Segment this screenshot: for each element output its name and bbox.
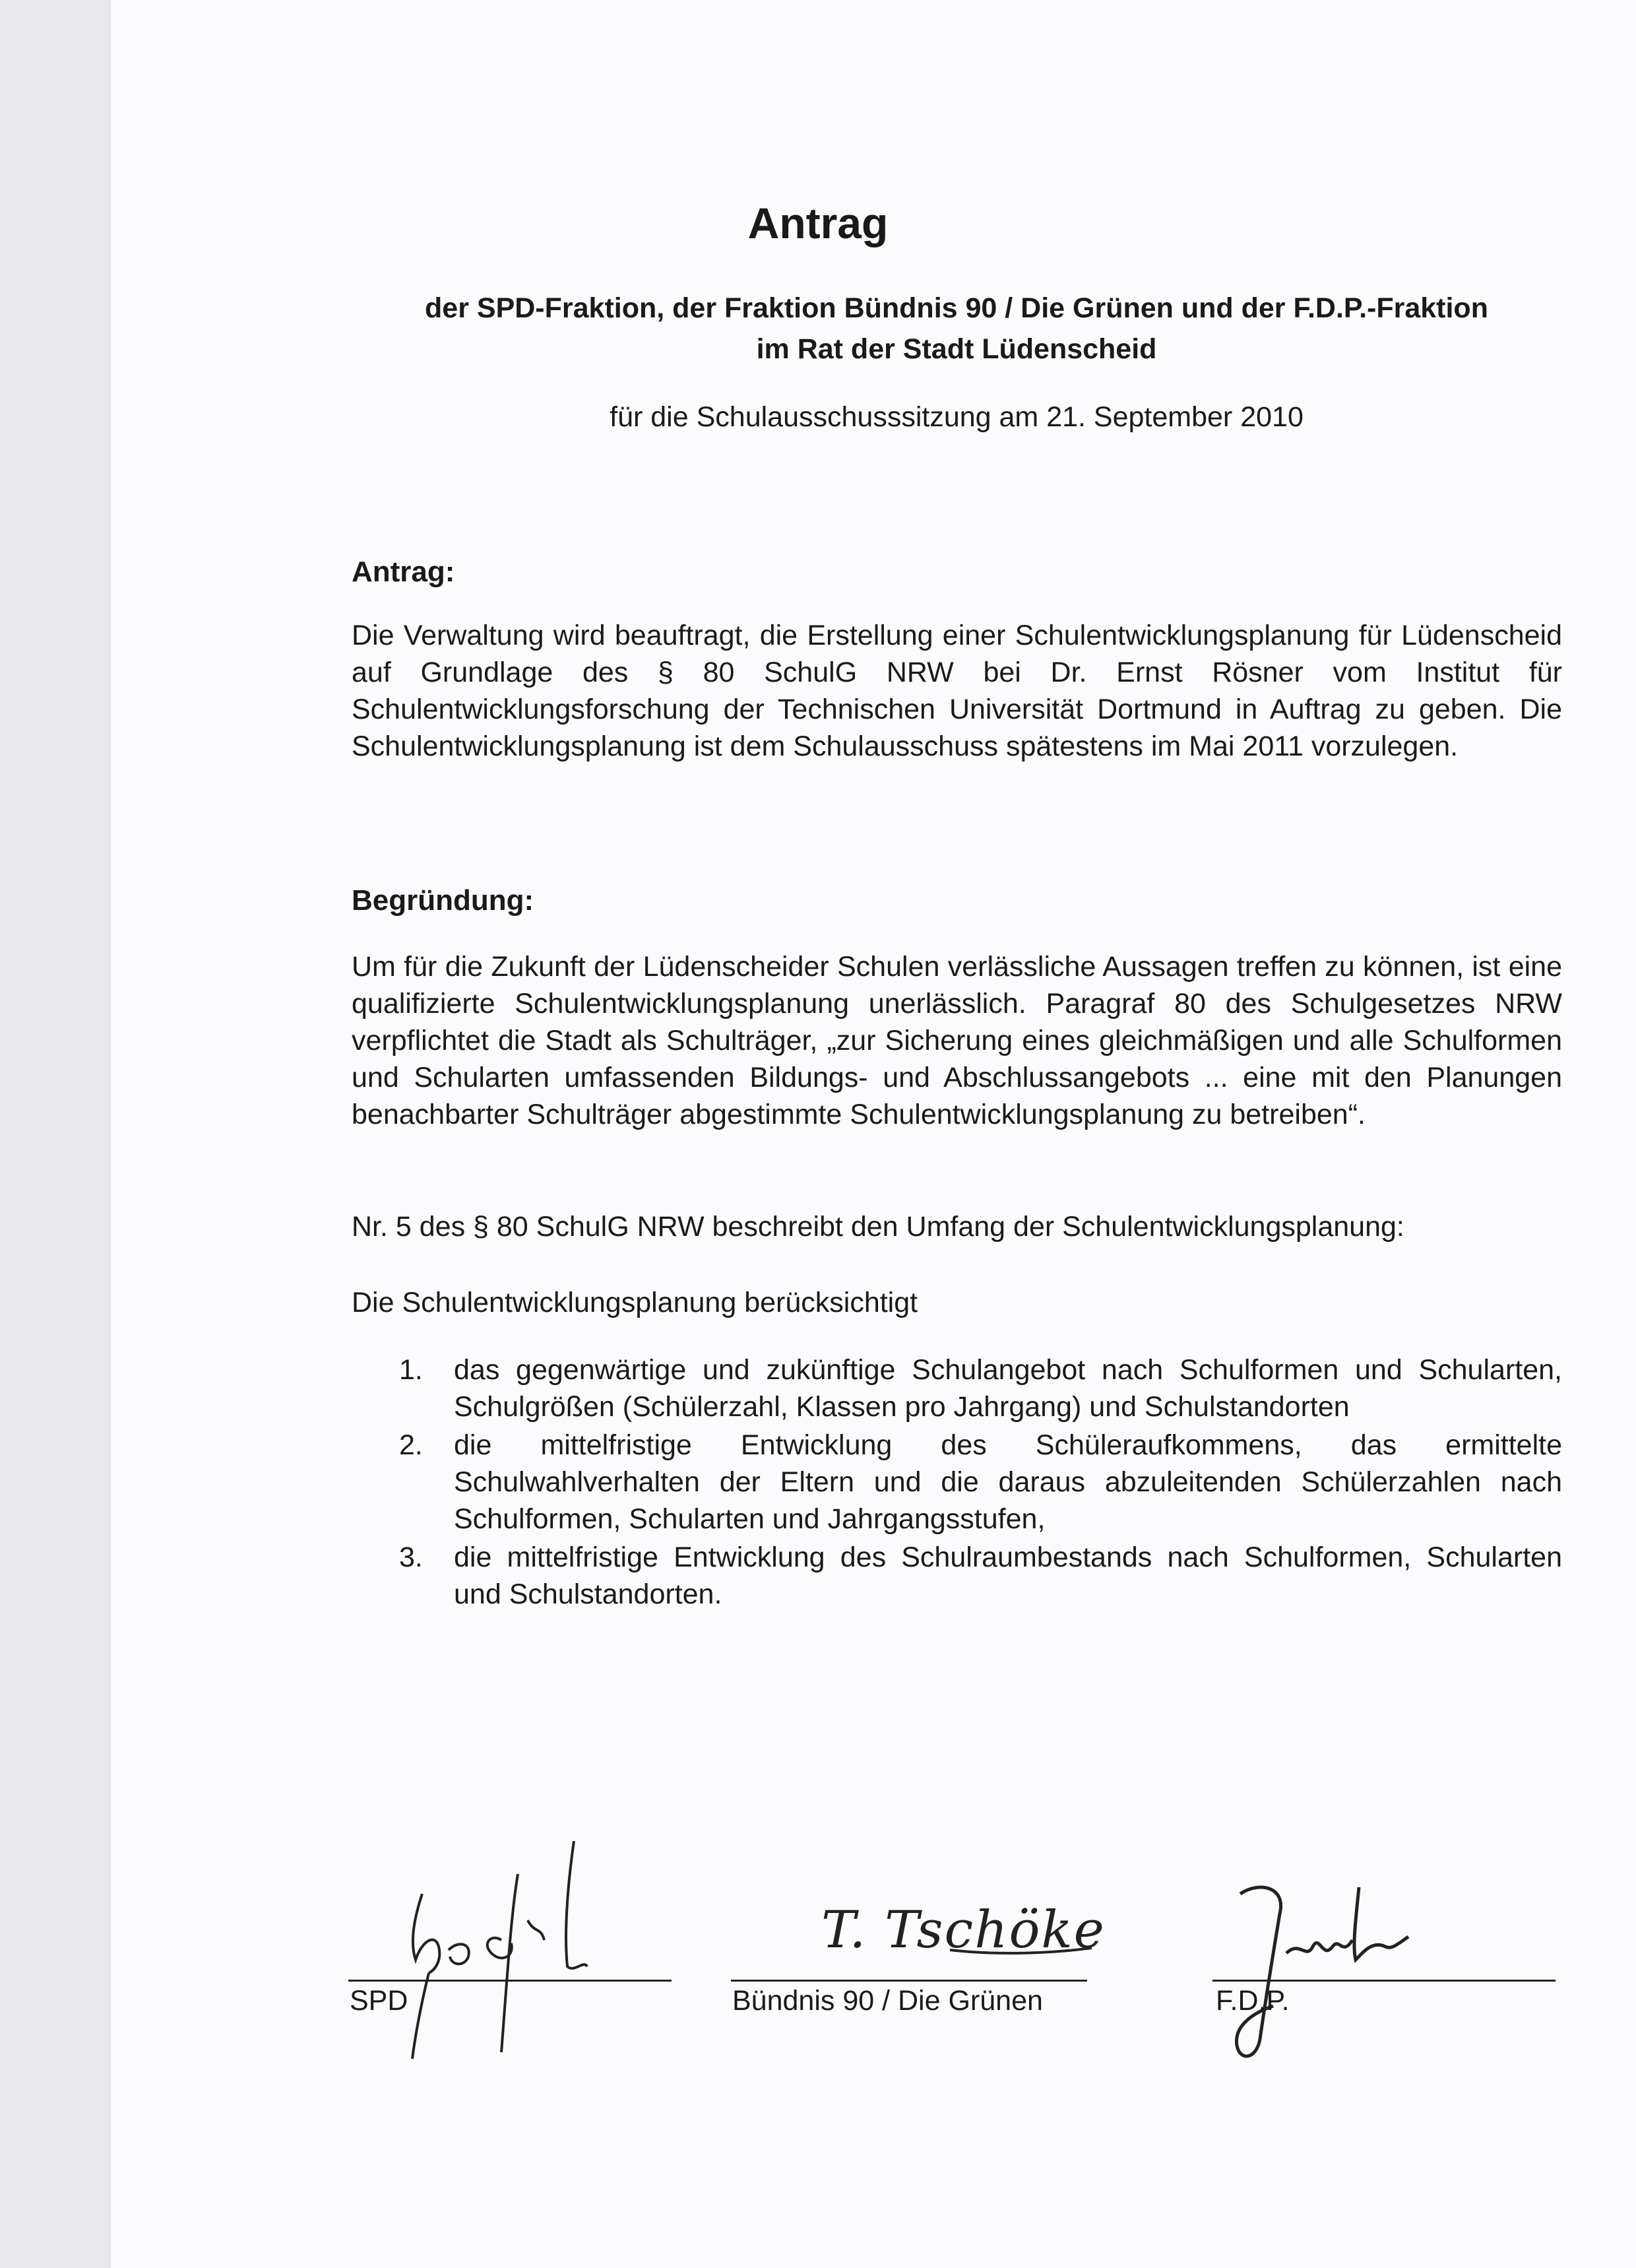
scan-margin <box>0 0 111 2268</box>
document-title: Antrag <box>747 199 889 247</box>
nr5-paragraph: Nr. 5 des § 80 SchulG NRW beschreibt den Umfang der Schulentwicklungsplanung: <box>352 1211 1404 1243</box>
list-item-text: das gegenwärtige und zukünftige Schulangebot nach Schulformen und Schularten, Schulgrößen (Schülerzahl, Klassen pro Jahrgang) und Schulstandorten <box>454 1354 1562 1423</box>
list-intro: Die Schulentwicklungsplanung berücksichtigt <box>352 1287 918 1318</box>
spd-signature <box>376 1834 653 2072</box>
document-subtitle <box>310 288 1603 370</box>
begruendung-heading: Begründung: <box>352 884 534 917</box>
gruene-signature-line <box>731 1980 1087 1982</box>
gruene-signature-flourish <box>950 1940 1095 1960</box>
antrag-heading: Antrag: <box>352 556 455 588</box>
begruendung-paragraph: Um für die Zukunft der Lüdenscheider Schulen verlässliche Aussagen treffen zu können, ist eine qualifizierte Schulentwicklungsplanung unerlässlich. Paragraf 80 des Schulgesetzes NRW verpflichtet die Stadt als Schulträger, „zur Sicherung eines gleichmäßigen und alle Schulformen und Schularten umfassenden Bildungs- und Abschlussangebots ... eine mit den Planungen benachbarter Schulträger abgestimmte Schulentwicklungsplanung zu betreiben“. <box>352 951 1562 1130</box>
list-item <box>352 1539 1562 1613</box>
list-item-text: die mittelfristige Entwicklung des Schulraumbestands nach Schulformen, Schularten und Schulstandorten. <box>454 1541 1562 1610</box>
list-item <box>352 1427 1562 1538</box>
antrag-paragraph: Die Verwaltung wird beauftragt, die Erstellung einer Schulentwicklungsplanung für Lüdenscheid auf Grundlage des § 80 SchulG NRW bei Dr. Ernst Rösner vom Institut für Schulentwicklungsforschung der Technischen Universität Dortmund in Auftrag zu geben. Die Schulentwicklungsplanung ist dem Schulausschuss spätestens im Mai 2011 vorzulegen. <box>352 620 1562 762</box>
planning-criteria-list <box>352 1351 1562 1614</box>
list-item-number: 2. <box>399 1429 423 1461</box>
list-item-text: die mittelfristige Entwicklung des Schüleraufkommens, das ermittelte Schulwahlverhalten der Eltern und die daraus abzuleitenden Schülerzahlen nach Schulformen, Schularten und Jahrgangsstufen, <box>454 1429 1562 1535</box>
list-item-number: 1. <box>399 1354 423 1386</box>
gruene-signature: T. Tschöke <box>821 1900 1106 1960</box>
list-item-number: 3. <box>399 1541 423 1573</box>
spd-signature-line <box>348 1980 672 1982</box>
subtitle-line-1: der SPD-Fraktion, der Fraktion Bündnis 90 / Die Grünen und der F.D.P.-Fraktion <box>425 292 1488 324</box>
fdp-label: F.D.P. <box>1216 1985 1290 2017</box>
subtitle-line-2: im Rat der Stadt Lüdenscheid <box>756 333 1157 365</box>
list-item <box>352 1351 1562 1425</box>
fdp-signature <box>1207 1874 1445 2072</box>
spd-label: SPD <box>350 1985 408 2017</box>
fdp-signature-line <box>1212 1980 1556 1982</box>
session-date: für die Schulausschusssitzung am 21. September 2010 <box>610 401 1304 433</box>
gruene-label: Bündnis 90 / Die Grünen <box>732 1985 1043 2017</box>
